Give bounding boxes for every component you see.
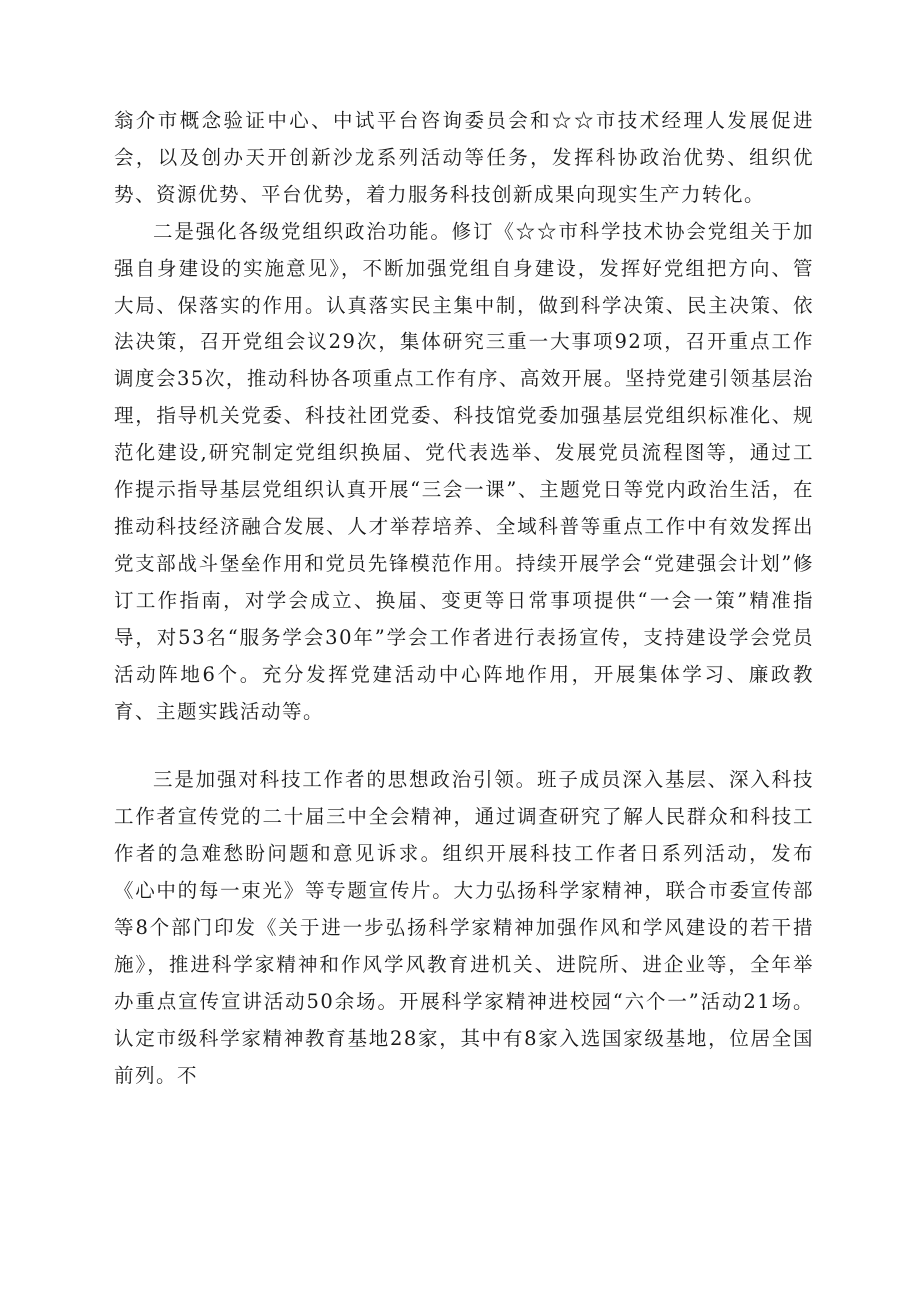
document-body [114, 103, 814, 1095]
paragraph-political-guidance: 三是加强对科技工作者的思想政治引领。班子成员深入基层、深入科技工作者宣传党的二十届三中全会精神，通过调查研究了解人民群众和科技工作者的急难愁盼问题和意见诉求。组织开展科技工作者日系列活动，发布《心中的每一束光》等专题宣传片。大力弘扬科学家精神，联合市委宣传部等8个部门印发《关于进一步弘扬科学家精神加强作风和学风建设的若干措施》，推进科学家精神和作风学风教育进机关、进院所、进企业等，全年举办重点宣传宣讲活动50余场。开展科学家精神进校园“六个一”活动21场。认定市级科学家精神教育基地28家，其中有8家入选国家级基地，位居全国前列。不 [114, 768, 814, 1087]
paragraph-party-organization-function: 二是强化各级党组织政治功能。修订《☆☆市科学技术协会党组关于加强自身建设的实施意见》，不断加强党组自身建设，发挥好党组把方向、管大局、保落实的作用。认真落实民主集中制，做到科学决策、民主决策、依法决策，召开党组会议29次，集体研究三重一大事项92项，召开重点工作调度会35次，推动科协各项重点工作有序、高效开展。坚持党建引领基层治理，指导机关党委、科技社团党委、科技馆党委加强基层党组织标准化、规范化建设,研究制定党组织换届、党代表选举、发展党员流程图等，通过工作提示指导基层党组织认真开展“三会一课”、主题党日等党内政治生活，在推动科技经济融合发展、人才举荐培养、全域科普等重点工作中有效发挥出党支部战斗堡垒作用和党员先锋模范作用。持续开展学会“党建强会计划”修订工作指南，对学会成立、换届、变更等日常事项提供“一会一策”精准指导，对53名“服务学会30年”学会工作者进行表扬宣传，支持建设学会党员活动阵地6个。充分发挥党建活动中心阵地作用，开展集体学习、廉政教育、主题实践活动等。 [114, 219, 814, 723]
paragraph-continuation: 翁介市概念验证中心、中试平台咨询委员会和☆☆市技术经理人发展促进会，以及创办天开创新沙龙系列活动等任务，发挥科协政治优势、组织优势、资源优势、平台优势，着力服务科技创新成果向现实生产力转化。 [114, 109, 814, 206]
